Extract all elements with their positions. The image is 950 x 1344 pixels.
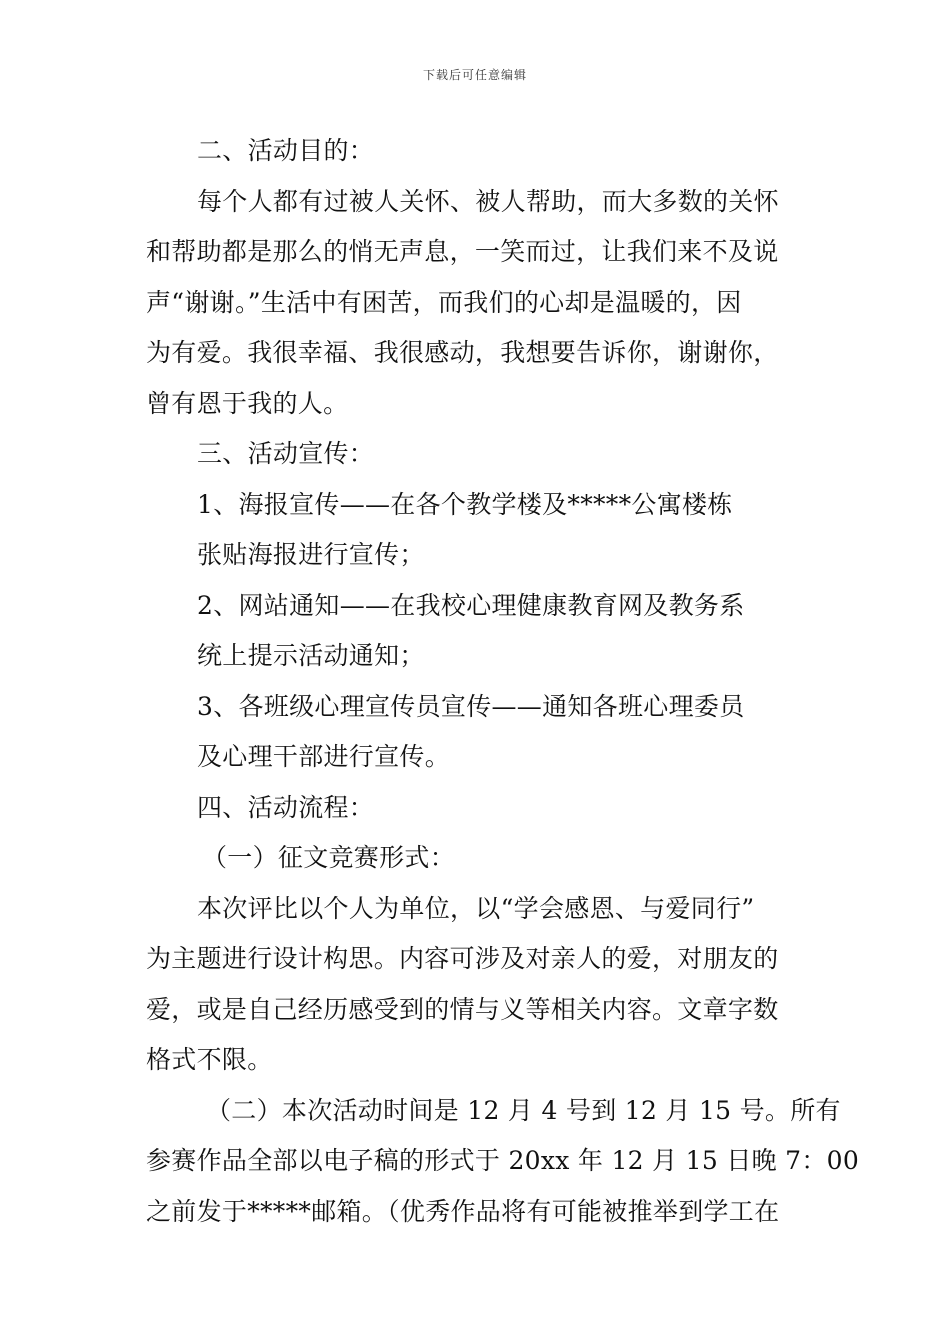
doc-line: 3、各班级心理宣传员宣传——通知各班心理委员 (197, 691, 745, 721)
doc-line: （一）征文竞赛形式： (202, 843, 456, 872)
doc-line: 1、海报宣传——在各个教学楼及*****公寓楼栋 (197, 489, 733, 519)
doc-line: 三、活动宣传： (197, 439, 375, 468)
doc-line: 统上提示活动通知； (197, 641, 425, 670)
doc-line: 四、活动流程： (197, 792, 375, 822)
doc-line: 参赛作品全部以电子稿的形式于 20xx 年 12 月 15 日晚 7：00 (146, 1146, 860, 1175)
doc-line: 之前发于*****邮箱。（优秀作品将有可能被推举到学工在 (146, 1196, 780, 1226)
doc-line: 声“谢谢。”生活中有困苦，而我们的心却是温暖的，因 (146, 287, 742, 317)
doc-line: 张贴海报进行宣传； (197, 540, 425, 569)
page-header-note: 下载后可任意编辑 (422, 68, 527, 82)
doc-line: 每个人都有过被人关怀、被人帮助，而大多数的关怀 (197, 186, 779, 216)
doc-line: 爱，或是自己经历感受到的情与义等相关内容。文章字数 (146, 994, 779, 1024)
document-body (146, 126, 860, 1237)
doc-line: 为有爱。我很幸福、我很感动，我想要告诉你，谢谢你， (146, 338, 779, 367)
doc-line: 为主题进行设计构思。内容可涉及对亲人的爱，对朋友的 (146, 944, 779, 973)
doc-line: 曾有恩于我的人。 (146, 388, 349, 418)
doc-line: 2、网站通知——在我校心理健康教育网及教务系 (197, 590, 745, 620)
doc-line: 本次评比以个人为单位，以“学会感恩、与爱同行” (197, 893, 755, 923)
doc-line: 和帮助都是那么的悄无声息，一笑而过，让我们来不及说 (146, 237, 779, 266)
doc-line: 二、活动目的： (197, 136, 375, 165)
doc-line: 格式不限。 (146, 1045, 273, 1074)
doc-line: 及心理干部进行宣传。 (197, 742, 451, 771)
doc-line: （二）本次活动时间是 12 月 4 号到 12 月 15 号。所有 (206, 1095, 841, 1125)
